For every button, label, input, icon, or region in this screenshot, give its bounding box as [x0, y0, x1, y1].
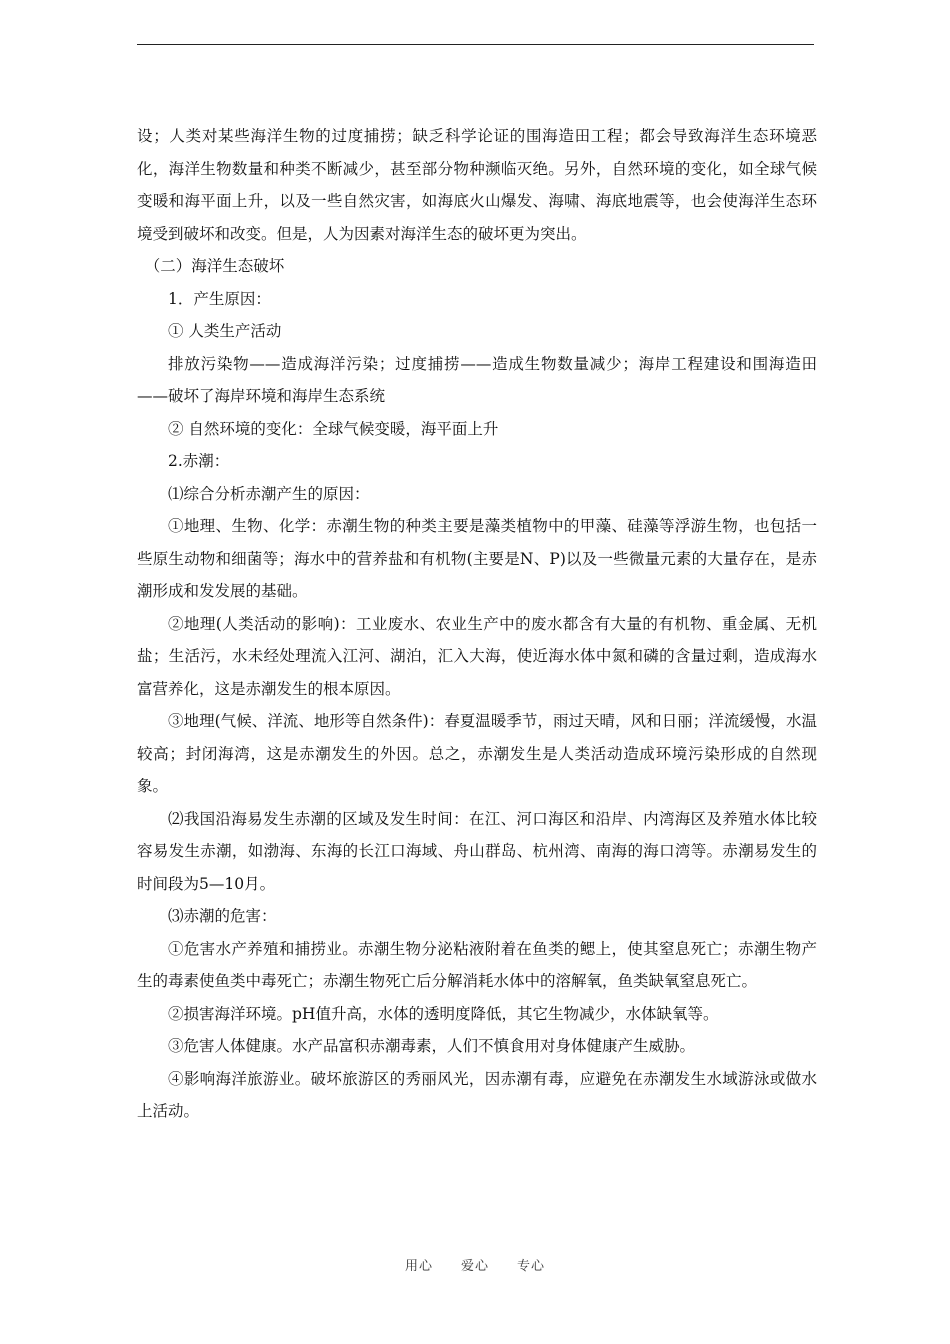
header-rule: [137, 44, 814, 45]
page-footer: 用心 爱心 专心: [404, 1259, 545, 1274]
paragraph-harm-tourism: ④影响海洋旅游业。破坏旅游区的秀丽风光，因赤潮有毒，应避免在赤潮发生水域游泳或做水上活动。: [137, 1069, 817, 1120]
subheading-red-tide-harm: ⑶赤潮的危害：: [168, 907, 277, 925]
paragraph-harm-health: ③危害人体健康。水产品富积赤潮毒素，人们不慎食用对身体健康产生威胁。: [168, 1037, 696, 1055]
paragraph-harm-fishery: ①危害水产养殖和捕捞业。赤潮生物分泌粘液附着在鱼类的鳃上，使其窒息死亡；赤潮生物产生的毒素使鱼类中毒死亡；赤潮生物死亡后分解消耗水体中的溶解氧，鱼类缺氧窒息死亡。: [137, 939, 817, 990]
paragraph-red-tide-regions: ⑵我国沿海易发生赤潮的区域及发生时间：在江、河口海区和沿岸、内湾海区及养殖水体比较容易发生赤潮，如渤海、东海的长江口海域、舟山群岛、杭州湾、南海的海口湾等。赤潮易发生的时间段为5—10月。: [137, 809, 817, 893]
paragraph-cause-biology: ①地理、生物、化学：赤潮生物的种类主要是藻类植物中的甲藻、硅藻等浮游生物，也包括一些原生动物和细菌等；海水中的营养盐和有机物(主要是N、P)以及一些微量元素的大量存在，是赤潮形成和发发展的基础。: [137, 517, 817, 600]
subheading-red-tide-causes: ⑴综合分析赤潮产生的原因：: [168, 484, 370, 503]
subheading-red-tide: 2.赤潮：: [168, 452, 230, 470]
paragraph-harm-environment: ②损害海洋环境。pH值升高，水体的透明度降低，其它生物减少，水体缺氧等。: [168, 1004, 719, 1023]
section-heading: （二）海洋生态破坏: [144, 257, 285, 275]
document-body: [137, 120, 817, 1128]
paragraph-continuation: 设；人类对某些海洋生物的过度捕捞；缺乏科学论证的围海造田工程；都会导致海洋生态环境恶化，海洋生物数量和种类不断减少，甚至部分物种濒临灭绝。另外，自然环境的变化，如全球气候变暖和海平面上升，以及一些自然灾害，如海底火山爆发、海啸、海底地震等，也会使海洋生态环境受到破坏和改变。但是，人为因素对海洋生态的破坏更为突出。: [137, 127, 817, 243]
paragraph-cause-human: ②地理(人类活动的影响)：工业废水、农业生产中的废水都含有大量的有机物、重金属、无机盐；生活污，水未经处理流入江河、湖泊，汇入大海，使近海水体中氮和磷的含量过剩，造成海水富营养化，这是赤潮发生的根本原因。: [137, 614, 817, 698]
list-item-human-activity: ① 人类生产活动: [168, 322, 282, 340]
paragraph-human-activity-detail: 排放污染物——造成海洋污染；过度捕捞——造成生物数量减少；海岸工程建设和围海造田——破坏了海岸环境和海岸生态系统: [137, 354, 817, 405]
list-item-natural-change: ② 自然环境的变化：全球气候变暖，海平面上升: [168, 419, 499, 438]
subheading-causes: 1．产生原因：: [168, 289, 271, 308]
paragraph-cause-natural: ③地理(气候、洋流、地形等自然条件)：春夏温暖季节，雨过天晴，风和日丽；洋流缓慢，水温较高；封闭海湾，这是赤潮发生的外因。总之，赤潮发生是人类活动造成环境污染形成的自然现象。: [137, 712, 817, 795]
